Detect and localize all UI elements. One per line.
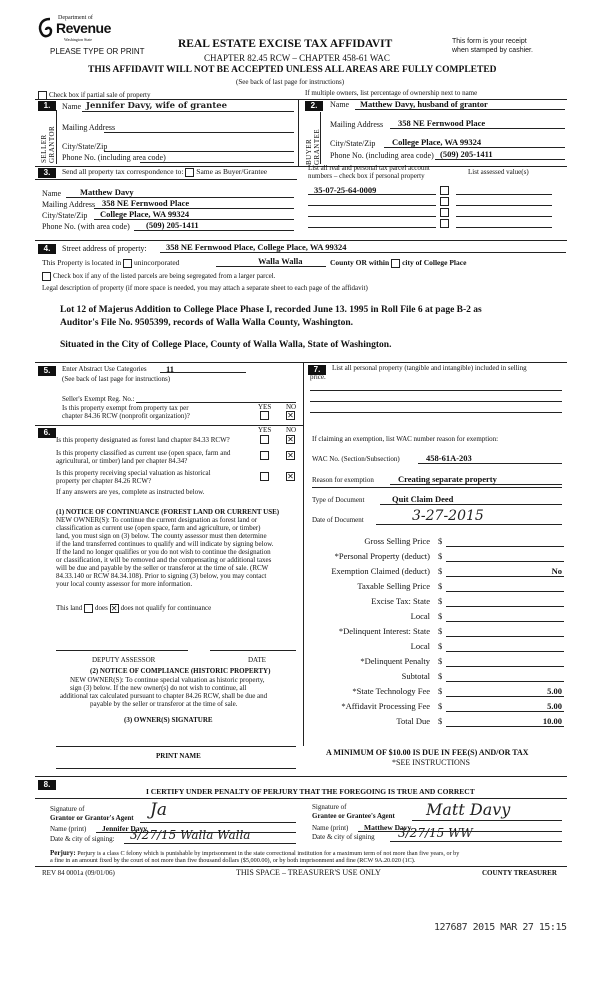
logo-department: Department of — [58, 15, 93, 21]
fee-label: *Delinquent Penalty — [360, 656, 430, 666]
fee-currency: $ — [438, 611, 443, 621]
fee-label: Local — [410, 641, 430, 651]
exempt-no-check[interactable]: ✕ — [287, 411, 294, 420]
grantor-agent-label: Grantor or Grantor's Agent — [50, 814, 134, 822]
exempt-yes-check[interactable] — [260, 411, 269, 420]
parcel-3-personal-check[interactable] — [440, 208, 449, 217]
sec6-yes: YES — [258, 426, 272, 434]
minimum-fee-note: A MINIMUM OF $10.00 IS DUE IN FEE(S) AND/OR TAX — [326, 748, 529, 757]
deputy-assessor-label: DEPUTY ASSESSOR — [92, 656, 156, 664]
doc-date-label: Date of Document — [312, 516, 364, 524]
date-label: DATE — [248, 656, 266, 664]
fee-value[interactable]: 5.00 — [547, 686, 562, 696]
notice-continuance-9: your local county assessor for more information. — [56, 580, 193, 588]
see-back-instructions: (See back of last page for instructions) — [236, 78, 345, 86]
notice-compliance-title: (2) NOTICE OF COMPLIANCE (HISTORIC PROPERTY) — [90, 667, 271, 675]
grantor-name-label: Name (print) — [50, 825, 87, 833]
buyer-grantee-label: BUYER GRANTEE — [305, 128, 321, 165]
seller-grantor-label: SELLER GRANTOR — [40, 125, 56, 163]
form-chapter: CHAPTER 82.45 RCW – CHAPTER 458-61 WAC — [204, 53, 390, 63]
buyer-phone-value[interactable]: (509) 205-1411 — [440, 149, 493, 159]
located-in[interactable]: This Property is located in unincorporated — [42, 258, 180, 267]
notice-continuance-1: NEW OWNER(S): To continue the current designation as forest land or — [56, 516, 258, 524]
fee-currency: $ — [438, 626, 443, 636]
receipt-note-1: This form is your receipt — [452, 38, 527, 45]
grantor-sig-of: Signature of — [50, 805, 85, 813]
sec5-no: NO — [286, 403, 297, 411]
grantee-name-label: Name (print) — [312, 824, 349, 832]
buyer-name-label: Name — [330, 100, 350, 109]
fee-currency: $ — [438, 566, 443, 576]
seller-city-label: City/State/Zip — [62, 142, 108, 151]
abstract-value[interactable]: 11 — [166, 364, 175, 374]
current-use-no-check[interactable]: ✕ — [287, 451, 294, 460]
seller-phone-label: Phone No. (including area code) — [62, 153, 166, 162]
fee-label: Local — [410, 611, 430, 621]
corr-city-value[interactable]: College Place, WA 99324 — [100, 209, 190, 219]
fee-label: *Personal Property (deduct) — [334, 551, 430, 561]
buyer-city-value[interactable]: College Place, WA 99324 — [392, 137, 482, 147]
exempt-q1: Is this property exempt from property tax per — [62, 404, 189, 412]
fee-value[interactable]: 5.00 — [547, 701, 562, 711]
if-yes-note: If any answers are yes, complete as instructed below. — [56, 488, 205, 496]
notice-compliance-4: payable by the seller or transferor at the time of sale. — [90, 700, 238, 708]
forest-land-q: Is this property designated as forest land chapter 84.33 RCW? — [56, 436, 230, 444]
personal-prop-label-1: List all personal property (tangible and intangible) included in selling — [332, 364, 527, 372]
notice-continuance-6: or classification, it will be removed and the compensating or additional taxes — [56, 556, 272, 564]
section-3-number: 3. — [38, 168, 56, 178]
fee-label: *Delinquent Interest: State — [338, 626, 430, 636]
county-or-within[interactable]: County OR within city of College Place — [330, 258, 467, 267]
segregated-check[interactable]: Check box if any of the listed parcels are being segregated from a larger parcel. — [42, 272, 275, 281]
corr-city-label: City/State/Zip — [42, 211, 88, 220]
current-use-q-2: agricultural, or timber) land per chapter 84.34? — [56, 457, 188, 465]
fee-value[interactable]: No — [551, 566, 562, 576]
parcel-list-label-1: List all real and personal tax parcel account — [308, 164, 430, 172]
forest-no-check[interactable]: ✕ — [287, 435, 294, 444]
legal-desc-label: Legal description of property (if more space is needed, you may attach a separate sheet to each page of the affidavit) — [42, 284, 368, 292]
forest-yes-check[interactable] — [260, 435, 269, 444]
street-label: Street address of property: — [62, 244, 147, 253]
fee-currency: $ — [438, 596, 443, 606]
buyer-mailing-label: Mailing Address — [330, 120, 384, 129]
land-qualify[interactable]: This land does ✕ does not qualify for continuance — [56, 604, 212, 613]
fee-label: Gross Selling Price — [364, 536, 430, 546]
assessed-value-label: List assessed value(s) — [468, 168, 529, 176]
section-6-number: 6. — [38, 428, 56, 438]
parcel-list-label-2: numbers – check box if personal property — [308, 172, 425, 180]
historic-no-check[interactable]: ✕ — [287, 472, 294, 481]
fee-label: Excise Tax: State — [371, 596, 430, 606]
wac-label: WAC No. (Section/Subsection) — [312, 455, 400, 463]
current-use-yes-check[interactable] — [260, 451, 269, 460]
fee-currency: $ — [438, 551, 443, 561]
exemption-wac-label: If claiming an exemption, list WAC number reason for exemption: — [312, 435, 499, 443]
grantor-date-label: Date & city of signing: — [50, 835, 115, 843]
seller-name-value[interactable]: Jennifer Davy, wife of grantee — [86, 101, 228, 111]
fee-currency: $ — [438, 686, 443, 696]
doc-type-label: Type of Document — [312, 496, 365, 504]
abstract-see-back: (See back of last page for instructions) — [62, 375, 171, 383]
notice-continuance-8: 84.33.140 or RCW 84.34.108). Prior to signing (3) below, you may contact — [56, 572, 267, 580]
fee-label: Subtotal — [401, 671, 430, 681]
partial-sale-check[interactable]: Check box if partial sale of property — [38, 91, 150, 100]
receipt-note-2: when stamped by cashier. — [452, 47, 533, 54]
parcel-2-personal-check[interactable] — [440, 197, 449, 206]
parcel-4-personal-check[interactable] — [440, 219, 449, 228]
fee-currency: $ — [438, 656, 443, 666]
seller-mailing-label: Mailing Address — [62, 123, 116, 132]
wac-value[interactable]: 458-61A-203 — [426, 453, 472, 463]
sec5-yes: YES — [258, 403, 272, 411]
county-value[interactable]: Walla Walla — [258, 256, 303, 266]
fee-label: *State Technology Fee — [352, 686, 430, 696]
fee-currency: $ — [438, 641, 443, 651]
section-2-number: 2. — [305, 101, 323, 111]
please-type: PLEASE TYPE OR PRINT — [50, 47, 145, 56]
notice-continuance-title: (1) NOTICE OF CONTINUANCE (FOREST LAND OR CURRENT USE) — [56, 508, 280, 516]
street-value[interactable]: 358 NE Fernwood Place, College Place, WA 99324 — [166, 242, 347, 252]
fee-currency: $ — [438, 581, 443, 591]
grantee-signature[interactable]: Matt Davy — [426, 800, 511, 819]
seller-name-label: Name — [62, 102, 82, 111]
grantee-agent-label: Grantee or Grantee's Agent — [312, 812, 395, 820]
fee-label: Exemption Claimed (deduct) — [331, 566, 430, 576]
notice-continuance-2: classification as current use (open space, farm and agriculture, or timber) — [56, 524, 261, 532]
doc-date-value[interactable]: 3-27-2015 — [412, 508, 484, 524]
revenue-logo — [36, 14, 118, 44]
reason-value[interactable]: Creating separate property — [398, 474, 497, 484]
section-7-number: 7. — [308, 365, 326, 375]
grantee-date-value[interactable]: 3/27/15 WW — [398, 826, 473, 840]
historic-q-2: property per chapter 84.26 RCW? — [56, 477, 152, 485]
fee-currency: $ — [438, 701, 443, 711]
grantee-date-label: Date & city of signing — [312, 833, 375, 841]
parcel-1-personal-check[interactable] — [440, 186, 449, 195]
buyer-phone-label: Phone No. (including area code) — [330, 151, 434, 160]
logo-swirl-icon — [36, 16, 56, 40]
fee-label: Taxable Selling Price — [357, 581, 430, 591]
perjury-line-2: a fine in an amount fixed by the court of not more than five thousand dollars ($5,000.00), or by both imprisonment and fine (RCW 9A.20.020 (1C). — [50, 857, 416, 864]
print-name-label: PRINT NAME — [156, 752, 201, 760]
corr-phone-value[interactable]: (509) 205-1411 — [146, 220, 199, 230]
logo-word: Revenue — [56, 20, 111, 36]
parcel-1-value[interactable]: 35-07-25-64-0009 — [314, 185, 377, 195]
corr-name-value[interactable]: Matthew Davy — [80, 187, 134, 197]
personal-prop-label-2: price. — [310, 373, 326, 381]
grantee-sig-of: Signature of — [312, 803, 347, 811]
treasurer-use-only: THIS SPACE – TREASURER'S USE ONLY — [236, 868, 381, 877]
fee-label: Total Due — [396, 716, 430, 726]
corr-mailing-value[interactable]: 358 NE Fernwood Place — [102, 198, 190, 208]
exempt-q2: chapter 84.36 RCW (nonprofit organization)? — [62, 412, 190, 420]
fee-value[interactable]: 10.00 — [542, 716, 562, 726]
logo-sub: Washington State — [64, 37, 93, 42]
doc-type-value[interactable]: Quit Claim Deed — [392, 494, 454, 504]
notice-continuance-4: if the land transferred continues to qualify and will indicate by signing below. — [56, 540, 274, 548]
corr-mailing-label: Mailing Address — [42, 200, 96, 209]
send-correspondence[interactable]: Send all property tax correspondence to: Same as Buyer/Grantee — [62, 167, 268, 176]
multiple-owners-note: If multiple owners, list percentage of ownership next to name — [305, 89, 478, 97]
notice-compliance-1: NEW OWNER(S): To continue special valuation as historic property, — [70, 676, 265, 684]
rev-form-number: REV 84 0001a (09/01/06) — [42, 869, 115, 877]
exempt-reg-label: Seller's Exempt Reg. No.: — [62, 395, 135, 403]
county-treasurer-label: COUNTY TREASURER — [482, 869, 557, 877]
corr-name-label: Name — [42, 189, 62, 198]
cashier-stamp: 127687 2015 MAR 27 15:15 — [434, 922, 567, 933]
notice-continuance-3: land, you must sign on (3) below. The county assessor must then determine — [56, 532, 267, 540]
legal-desc-line-3[interactable]: Situated in the City of College Place, County of Walla Walla, State of Washington. — [60, 340, 392, 350]
section-1-number: 1. — [38, 101, 56, 111]
warning-text: THIS AFFIDAVIT WILL NOT BE ACCEPTED UNLESS ALL AREAS ARE FULLY COMPLETED — [88, 65, 497, 75]
section-8-number: 8. — [38, 780, 56, 790]
legal-desc-line-2[interactable]: Auditor's File No. 9505399, records of Walla Walla County, Washington. — [60, 318, 354, 328]
notice-continuance-7: will be due and payable by the seller or transferor at the time of sale. (RCW — [56, 564, 269, 572]
fee-label: *Affidavit Processing Fee — [341, 701, 430, 711]
notice-compliance-3: additional tax calculated pursuant to chapter 84.26 RCW, shall be due and — [60, 692, 268, 700]
fee-currency: $ — [438, 716, 443, 726]
corr-phone-label: Phone No. (with area code) — [42, 222, 130, 231]
reason-label: Reason for exemption — [312, 476, 374, 484]
see-instructions-note: *SEE INSTRUCTIONS — [392, 758, 471, 767]
legal-desc-line-1[interactable]: Lot 12 of Majerus Addition to College Place Phase I, recorded June 13. 1995 in Roll File 6 at page B-2 as — [60, 305, 482, 315]
fee-currency: $ — [438, 671, 443, 681]
buyer-city-label: City/State/Zip — [330, 139, 376, 148]
grantee-name-value[interactable]: Matthew Davy — [364, 823, 412, 832]
grantor-signature[interactable]: Ja — [150, 800, 167, 820]
historic-yes-check[interactable] — [260, 472, 269, 481]
buyer-mailing-value[interactable]: 358 NE Fernwood Place — [398, 118, 486, 128]
notice-compliance-2: sign (3) below. If the new owner(s) do not wish to continue, all — [70, 684, 247, 692]
grantor-date-value[interactable]: 3/27/15 Walla Walla — [130, 828, 251, 842]
buyer-name-value[interactable]: Matthew Davy, husband of grantor — [360, 99, 488, 109]
abstract-label: Enter Abstract Use Categories — [62, 365, 147, 373]
current-use-q-1: Is this property classified as current use (open space, farm and — [56, 449, 231, 457]
form-title: REAL ESTATE EXCISE TAX AFFIDAVIT — [178, 38, 393, 50]
section-4-number: 4. — [38, 244, 56, 254]
certify-statement: I CERTIFY UNDER PENALTY OF PERJURY THAT THE FOREGOING IS TRUE AND CORRECT — [146, 787, 475, 796]
owners-signature-title: (3) OWNER(S) SIGNATURE — [124, 716, 213, 724]
grantor-name-value[interactable]: Jennifer Davy — [102, 824, 148, 833]
perjury-line-1: Perjury: Perjury is a class C felony which is punishable by imprisonment in the state correctional institution for a maximum term of not more than five years, or by — [50, 849, 460, 857]
sec6-no: NO — [286, 426, 297, 434]
fee-currency: $ — [438, 536, 443, 546]
section-5-number: 5. — [38, 366, 56, 376]
notice-continuance-5: If the land no longer qualifies or you do not wish to continue the designation — [56, 548, 271, 556]
historic-q-1: Is this property receiving special valuation as historical — [56, 469, 211, 477]
